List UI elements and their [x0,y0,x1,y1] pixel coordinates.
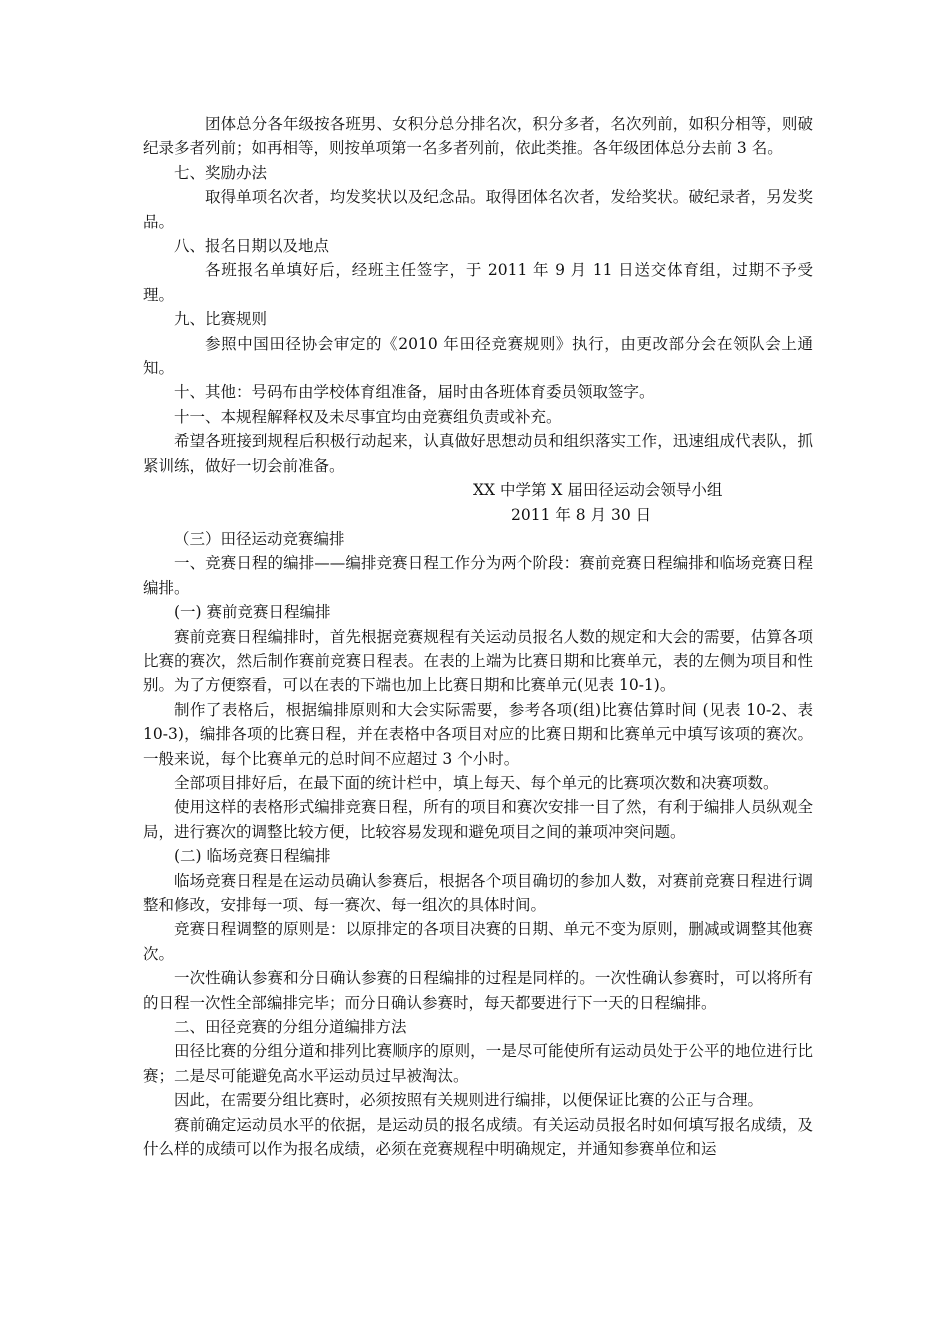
heading-other: 十、其他：号码布由学校体育组准备，届时由各班体育委员领取签字。 [174,383,655,402]
paragraph-onsite-2: 竞赛日程调整的原则是：以原排定的各项目决赛的日期、单元不变为原则，删减或调整其他赛次。 [143,920,813,963]
paragraph-grouping-1: 田径比赛的分组分道和排列比赛顺序的原则，一是尽可能使所有运动员处于公平的地位进行比赛；二是尽可能避免高水平运动员过早被淘汰。 [143,1042,813,1085]
paragraph-grouping-2: 因此，在需要分组比赛时，必须按照有关规则进行编排，以便保证比赛的公正与合理。 [174,1091,764,1110]
paragraph-pre-schedule-2: 制作了表格后，根据编排原则和大会实际需要，参考各项(组)比赛估算时间 (见表 10-2、表 10-3)，编排各项的比赛日程，并在表格中各项目对应的比赛日期和比赛单元中填写该项的赛次。一般来说，每个比赛单元的总时间不应超过 3 个小时。 [143,700,813,768]
signature-date: 2011 年 8 月 30 日 [511,505,652,524]
heading-section-three: （三）田径运动竞赛编排 [174,529,345,548]
heading-onsite-schedule: (二) 临场竞赛日程编排 [174,847,331,866]
heading-interpretation: 十一、本规程解释权及未尽事宜均由竞赛组负责或补充。 [174,407,562,426]
paragraph-rules: 参照中国田径协会审定的《2010 年田径竞赛规则》执行，由更改部分会在领队会上通知。 [143,334,813,378]
paragraph-pre-schedule-3: 全部项目排好后，在最下面的统计栏中，填上每天、每个单元的比赛项次数和决赛项数。 [174,773,779,792]
paragraph-awards: 取得单项名次者，均发奖状以及纪念品。取得团体名次者，发给奖状。破纪录者，另发奖品。 [143,188,813,231]
paragraph-closing: 希望各班接到规程后积极行动起来，认真做好思想动员和组织落实工作，迅速组成代表队，抓紧训练，做好一切会前准备。 [143,432,813,475]
paragraph-onsite-3: 一次性确认参赛和分日确认参赛的日程编排的过程是同样的。一次性确认参赛时，可以将所有的日程一次性全部编排完毕；而分日确认参赛时，每天都要进行下一天的日程编排。 [143,969,813,1012]
paragraph-schedule-intro: 一、竞赛日程的编排——编排竞赛日程工作分为两个阶段：赛前竞赛日程编排和临场竞赛日程编排。 [143,554,813,597]
paragraph-pre-schedule-4: 使用这样的表格形式编排竞赛日程，所有的项目和赛次安排一目了然，有利于编排人员纵观全局，进行赛次的调整比较方便，比较容易发现和避免项目之间的兼项冲突问题。 [143,798,813,841]
heading-pre-schedule: (一) 赛前竞赛日程编排 [174,603,331,622]
paragraph-team-scoring: 团体总分各年级按各班男、女积分总分排名次，积分多者，名次列前，如积分相等，则破纪录多者列前；如再相等，则按单项第一名多者列前，依此类推。各年级团体总分去前 3 名。 [143,115,813,158]
heading-registration: 八、报名日期以及地点 [174,237,330,256]
paragraph-onsite-1: 临场竞赛日程是在运动员确认参赛后，根据各个项目确切的参加人数，对赛前竞赛日程进行调整和修改，安排每一项、每一赛次、每一组次的具体时间。 [143,871,813,914]
document-page [143,112,813,1161]
heading-awards: 七、奖励办法 [174,163,268,182]
signature-organizer: XX 中学第 X 届田径运动会领导小组 [473,481,723,500]
paragraph-grouping-3: 赛前确定运动员水平的依据，是运动员的报名成绩。有关运动员报名时如何填写报名成绩，及什么样的成绩可以作为报名成绩，必须在竞赛规程中明确规定，并通知参赛单位和运 [143,1115,813,1159]
paragraph-registration: 各班报名单填好后，经班主任签字，于 2011 年 9 月 11 日送交体育组，过期不予受理。 [143,261,813,304]
heading-grouping: 二、田径竞赛的分组分道编排方法 [174,1018,407,1037]
heading-rules: 九、比赛规则 [174,310,268,329]
paragraph-pre-schedule-1: 赛前竞赛日程编排时，首先根据竞赛规程有关运动员报名人数的规定和大会的需要，估算各项比赛的赛次，然后制作赛前竞赛日程表。在表的上端为比赛日期和比赛单元，表的左侧为项目和性别。为了方便察看，可以在表的下端也加上比赛日期和比赛单元(见表 10-1)。 [143,627,813,695]
